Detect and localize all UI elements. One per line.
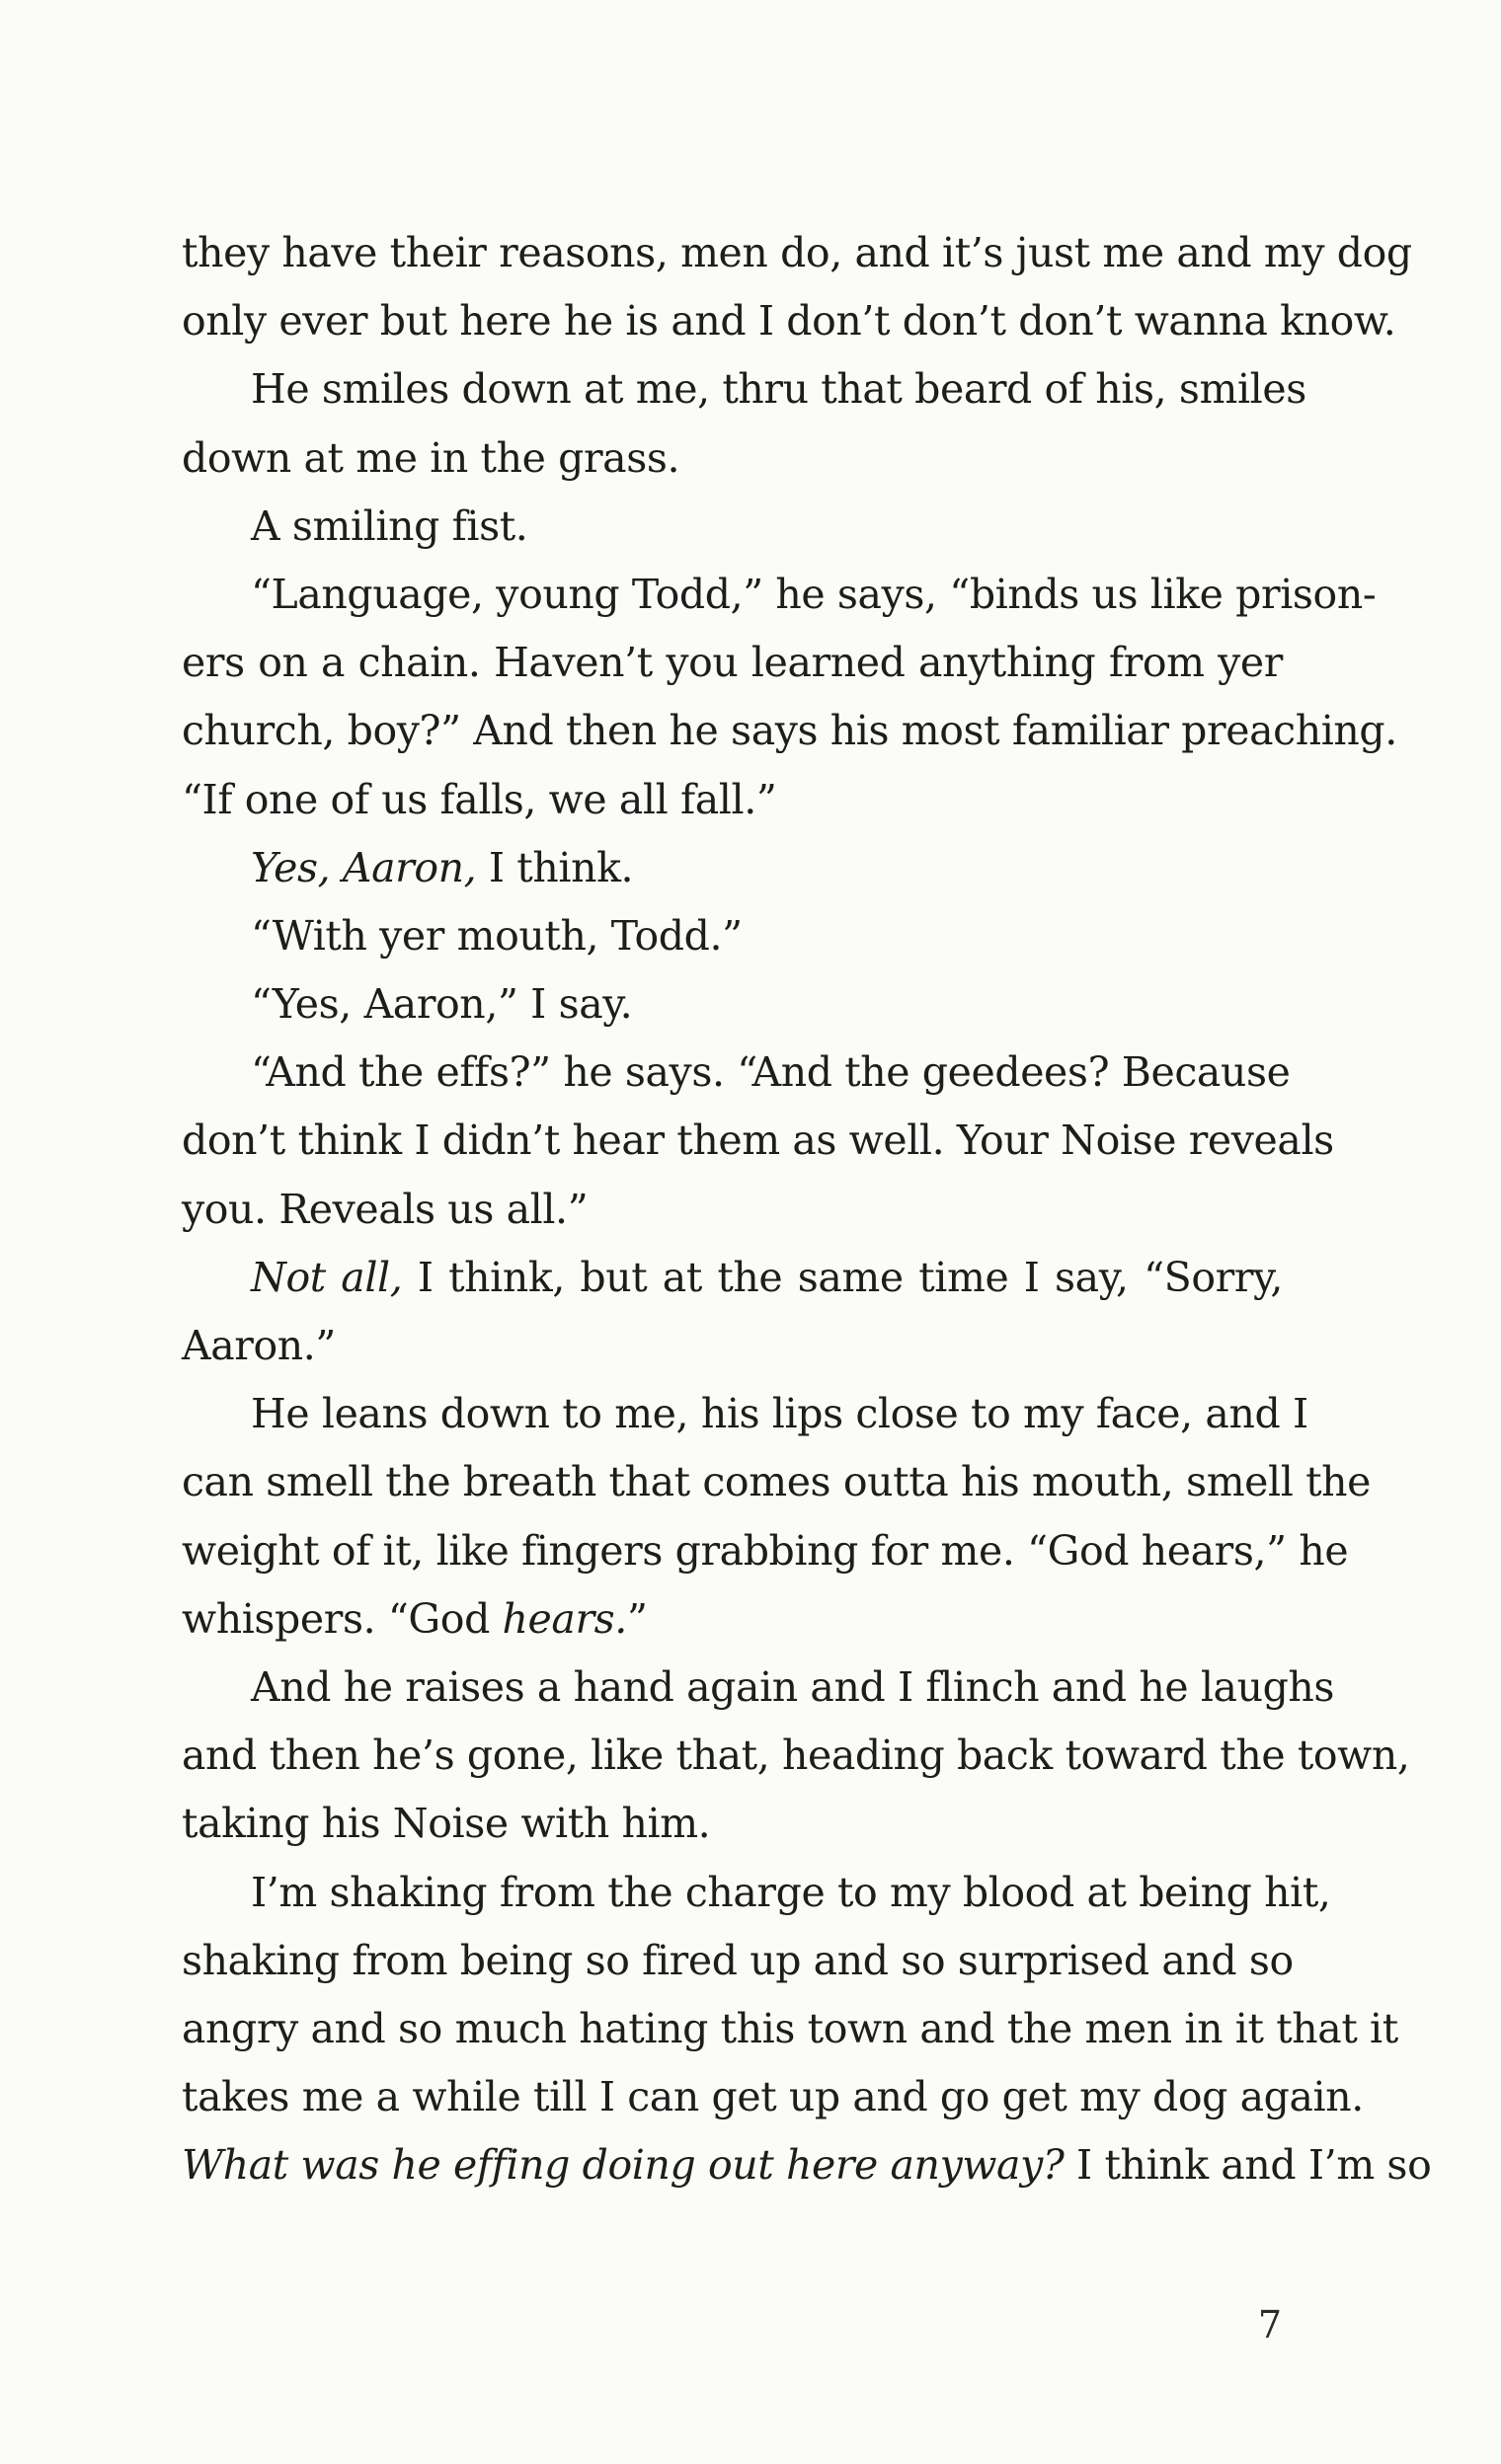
text-line [182,1790,1283,1858]
text-span: ers on a chain. Haven’t you learned anything from yer [182,639,1283,687]
text-span: And he raises a hand again and I flinch and he laughs [251,1662,1335,1711]
page-number: 7 [1257,2303,1282,2347]
text-line [182,1859,1331,1927]
text-line [182,2131,1432,2199]
text-span: church, boy?” And then he says his most familiar preaching. [182,707,1397,755]
text-span: “With yer mouth, Todd.” [251,911,743,960]
text-span: I think, but at the same time I say, “Sorry, [402,1253,1283,1301]
italic-text: hears. [502,1594,627,1643]
text-line [182,902,1283,970]
text-span: “And the effs?” he says. “And the geedees? Because [251,1048,1291,1097]
italic-text: Not all, [251,1253,403,1301]
text-line [182,1380,1308,1448]
italic-text: Yes, Aaron, [251,843,477,891]
text-span: A smiling fist. [251,501,528,550]
text-line [182,1654,1335,1722]
text-line [182,1312,1283,1380]
text-span: weight of it, like fingers grabbing for me. “God hears,” he [182,1526,1349,1575]
text-line [182,424,1283,493]
text-span: ” [626,1594,648,1643]
text-line [182,629,1283,697]
text-line [182,1039,1291,1107]
text-line [182,1244,1283,1312]
text-line [182,1995,1398,2063]
text-line [182,1722,1410,1790]
text-span: don’t think I didn’t hear them as well. Your Noise reveals [182,1116,1334,1165]
text-span: can smell the breath that comes outta his mouth, smell the [182,1458,1372,1506]
text-span: angry and so much hating this town and the men in it that it [182,2004,1398,2052]
text-line [182,1585,1283,1654]
text-line [182,1176,1283,1244]
text-span: they have their reasons, men do, and it’s just me and my dog [182,229,1412,276]
text-line [182,493,1283,561]
text-line [182,1517,1349,1585]
text-line [182,1107,1334,1175]
text-line [182,287,1396,355]
text-span: whispers. “God [182,1594,503,1643]
text-span: I think. [476,843,634,891]
text-span: and then he’s gone, like that, heading back toward the town, [182,1732,1410,1780]
italic-text: What was he effing doing out here anyway? [182,2141,1065,2190]
text-line [182,766,1283,834]
text-line [182,561,1377,629]
text-span: He leans down to me, his lips close to my face, and I [251,1390,1308,1438]
text-span: only ever but here he is and I don’t don’t don’t wanna know. [182,297,1396,346]
text-span: shaking from being so fired up and so surprised and so [182,1936,1294,1984]
text-line [182,970,1283,1039]
text-line [182,2063,1364,2131]
text-line [182,355,1306,424]
text-span: “Language, young Todd,” he says, “binds us like prison- [251,570,1377,618]
text-span: taking his Noise with him. [182,1800,711,1848]
text-span: down at me in the grass. [182,433,680,482]
text-span: “If one of us falls, we all fall.” [182,775,777,823]
text-span: I’m shaking from the charge to my blood at being hit, [251,1868,1331,1916]
text-line [182,697,1397,765]
text-line [182,1927,1294,1995]
text-span: “Yes, Aaron,” I say. [251,980,633,1029]
text-line [182,1448,1372,1516]
text-line [182,834,1283,902]
text-span: takes me a while till I can get up and go get my dog again. [182,2073,1364,2121]
text-span: you. Reveals us all.” [182,1185,589,1233]
text-span: Aaron.” [182,1322,336,1369]
text-span: He smiles down at me, thru that beard of his, smiles [251,365,1306,414]
text-span: I think and I’m so [1064,2141,1432,2190]
text-line [182,219,1412,287]
body-text [182,219,1432,2199]
